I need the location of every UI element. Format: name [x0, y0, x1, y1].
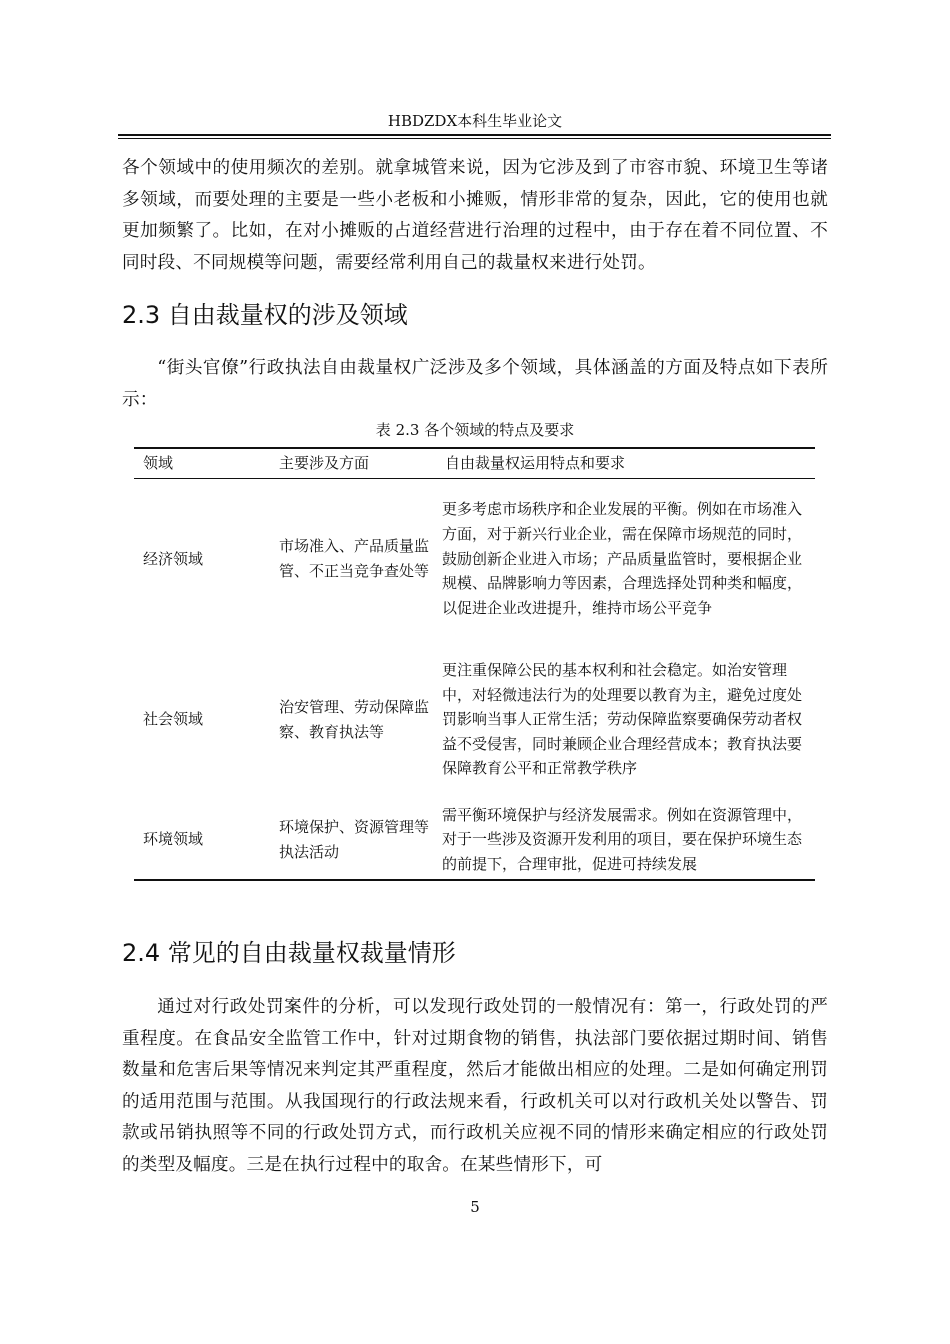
table-caption: 表 2.3 各个领域的特点及要求 [375, 421, 575, 439]
table-row [134, 800, 815, 880]
running-header: HBDZDX本科生毕业论文 [387, 112, 563, 130]
domains-table [134, 447, 815, 881]
table-header-aspects: 主要涉及方面 [270, 448, 436, 478]
section-2-4-paragraph: 通过对行政处罚案件的分析，可以发现行政处罚的一般情况有：第一，行政处罚的严重程度。在食品安全监管工作中，针对过期食物的销售，执法部门要依据过期时间、销售数量和危害后果等情况来判定其严重程度，然后才能做出相应的处理。二是如何确定刑罚的适用范围与范围。从我国现行的行政法规来看，行政机关可以对行政机关处以警告、罚款或吊销执照等不同的行政处罚方式，而行政机关应视不同的情形来确定相应的行政处罚的类型及幅度。三是在执行过程中的取舍。在某些情形下，可 [122, 997, 828, 1175]
table-cell-aspects: 市场准入、产品质量监管、不正当竞争查处等 [279, 537, 430, 580]
table-cell-requirements: 更多考虑市场秩序和企业发展的平衡。例如在市场准入方面，对于新兴行业企业，需在保障市场规范的同时，鼓励创新企业进入市场；产品质量监管时，要根据企业规模、品牌影响力等因素，合理选择处罚种类和幅度，以促进企业改进提升，维持市场公平竞争 [442, 500, 803, 617]
section-2-4-heading: 2.4 常见的自由裁量权裁量情形 [122, 939, 456, 967]
table-header-row [134, 448, 815, 478]
section-2-3-heading: 2.3 自由裁量权的涉及领域 [122, 301, 408, 329]
table-cell-domain: 经济领域 [143, 549, 204, 568]
table-cell-aspects: 治安管理、劳动保障监察、教育执法等 [279, 698, 430, 741]
header-rule-thin [118, 138, 831, 139]
intro-paragraph: 各个领域中的使用频次的差别。就拿城管来说，因为它涉及到了市容市貌、环境卫生等诸多领域，而要处理的主要是一些小老板和小摊贩，情形非常的复杂，因此，它的使用也就更加频繁了。比如，在对小摊贩的占道经营进行治理的过程中，由于存在着不同位置、不同时段、不同规模等问题，需要经常利用自己的裁量权来进行处罚。 [122, 158, 828, 273]
table-cell-domain: 环境领域 [134, 800, 270, 880]
table-cell-requirements: 需平衡环境保护与经济发展需求。例如在资源管理中，对于一些涉及资源开发利用的项目，要在保护环境生态的前提下，合理审批，促进可持续发展 [436, 800, 815, 880]
table-cell-domain: 社会领域 [143, 710, 204, 729]
table-cell-requirements: 更注重保障公民的基本权利和社会稳定。如治安管理中，对轻微违法行为的处理要以教育为主，避免过度处罚影响当事人正常生活；劳动保障监察要确保劳动者权益不受侵害，同时兼顾企业合理经营成本；教育执法要保障教育公平和正常教学秩序 [442, 661, 803, 778]
page-number: 5 [470, 1198, 480, 1216]
table-header-requirements: 自由裁量权运用特点和要求 [436, 448, 815, 478]
header-rule-thick [118, 134, 831, 136]
table-row [134, 639, 815, 800]
table-row [134, 478, 815, 639]
table-cell-aspects: 环境保护、资源管理等执法活动 [270, 800, 436, 880]
table-header-domain: 领域 [134, 448, 270, 478]
section-2-3-paragraph: “街头官僚”行政执法自由裁量权广泛涉及多个领域，具体涵盖的方面及特点如下表所示： [122, 358, 828, 410]
